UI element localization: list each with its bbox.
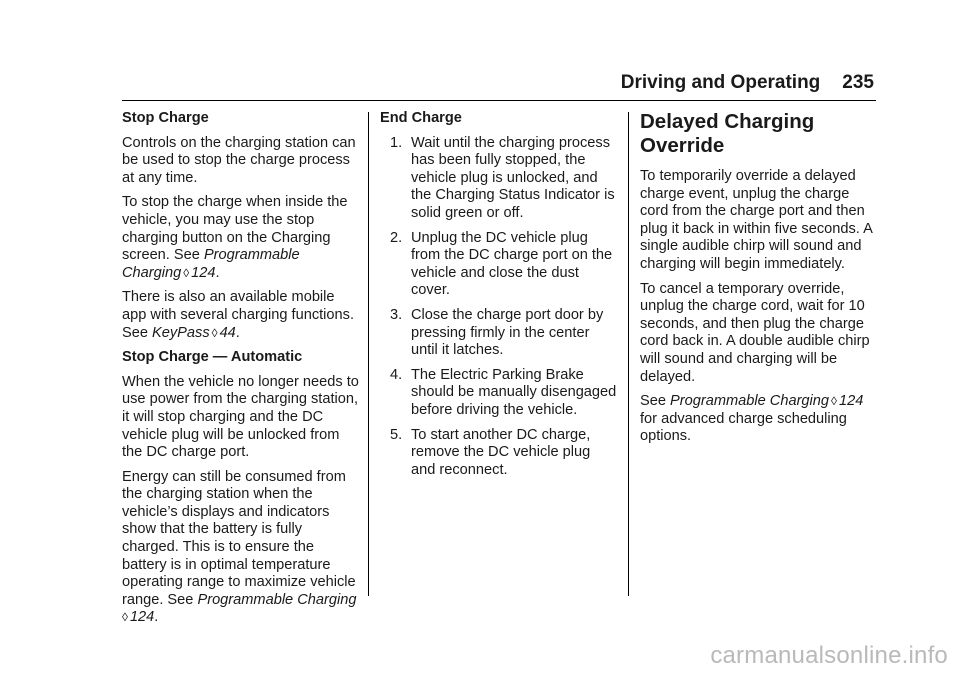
list-item-text: Wait until the charging process has been fully stopped, the vehicle plug is unlocked, and the Charging Status Indicator is solid green or off.: [411, 134, 615, 221]
cross-reference-link[interactable]: KeyPass: [152, 324, 210, 341]
page-header: [0, 72, 874, 94]
watermark: carmanualsonline.info: [710, 642, 948, 669]
cross-reference-link[interactable]: Programmable Charging: [122, 247, 300, 281]
list-number: 2.: [390, 229, 403, 246]
paragraph-text: See: [640, 393, 671, 410]
list-number: 3.: [390, 306, 403, 323]
page-ref-icon: ◊: [211, 325, 218, 340]
list-item: [380, 427, 618, 480]
list-item: [380, 230, 618, 300]
paragraph-text: To stop the charge when inside the vehicle, you may use the stop charging button on the Charging screen. See: [122, 194, 348, 264]
page-number: 235: [842, 72, 874, 93]
paragraph: [640, 393, 876, 446]
subheading-stop-charge: Stop Charge: [122, 110, 209, 126]
column-2: [380, 110, 618, 486]
list-item: [380, 367, 618, 420]
list-item-text: Unplug the DC vehicle plug from the DC charge port on the vehicle and close the dust cover.: [411, 229, 613, 299]
list-item: [380, 307, 618, 360]
paragraph: To temporarily override a delayed charge event, unplug the charge cord from the charge port and then plug it back in within five seconds. A single audible chirp will sound and charging will begin immediately.: [640, 168, 873, 272]
page-ref-number[interactable]: 44: [219, 324, 236, 341]
paragraph-text: for advanced charge scheduling options.: [640, 410, 847, 445]
page-ref-icon: ◊: [183, 265, 190, 280]
numbered-list: [380, 135, 618, 480]
column-divider-1: [368, 112, 369, 596]
column-divider-2: [628, 112, 629, 596]
list-number: 4.: [390, 366, 403, 383]
list-item-text: Close the charge port door by pressing firmly in the center until it latches.: [411, 306, 604, 359]
subheading-end-charge: End Charge: [380, 110, 462, 126]
paragraph-text: There is also an available mobile app with several charging functions. See: [122, 289, 355, 341]
list-item-text: To start another DC charge, remove the DC vehicle plug and reconnect.: [411, 426, 591, 478]
paragraph-text: Energy can still be consumed from the charging station when the vehicle’s displays and indicators show that the battery is fully charged. This is to ensure the battery is in optimal temperature operating range to maximize vehicle range. See: [122, 468, 356, 608]
page-ref-number[interactable]: 124: [838, 393, 864, 410]
subheading-stop-charge-automatic: Stop Charge — Automatic: [122, 349, 303, 366]
paragraph: When the vehicle no longer needs to use power from the charging station, it will stop charging and the DC vehicle plug will be unlocked from the DC charge port.: [122, 373, 359, 461]
column-3: [640, 110, 876, 453]
section-title: Driving and Operating: [620, 72, 821, 93]
list-item-text: The Electric Parking Brake should be manually disengaged before driving the vehicle.: [411, 366, 617, 418]
paragraph: Energy can still be consumed from the charging station when the vehicle’s displays and indicators show that the battery is fully charged. This is to ensure the battery is in optimal temperature operating range to maximize vehicle range. See Programmable Charging ◊ 124.: [122, 468, 357, 626]
page-ref-icon: ◊: [831, 394, 837, 409]
header-divider: [122, 100, 876, 101]
list-item: [380, 135, 618, 223]
section-heading-delayed-charging-override: Delayed Charging Override: [640, 110, 815, 157]
paragraph: To stop the charge when inside the vehicle, you may use the stop charging button on the Charging screen. See Programmable Charging ◊ 124.: [122, 194, 348, 281]
column-1: [122, 110, 360, 634]
list-number: 5.: [390, 426, 403, 443]
paragraph: To cancel a temporary override, unplug the charge cord, wait for 10 seconds, and then plug the charge cord back in. A double audible chirp will sound and charging will be delayed.: [640, 280, 870, 385]
page-ref-icon: ◊: [122, 610, 128, 625]
paragraph: There is also an available mobile app with several charging functions. See KeyPass ◊ 44.: [122, 289, 355, 341]
cross-reference-link[interactable]: Programmable Charging: [670, 393, 830, 410]
cross-reference-link[interactable]: Programmable Charging: [197, 591, 357, 608]
paragraph: Controls on the charging station can be used to stop the charge process at any time.: [122, 134, 356, 186]
page-ref-number[interactable]: 124: [191, 264, 216, 281]
page-ref-number[interactable]: 124: [129, 609, 155, 626]
list-number: 1.: [390, 134, 403, 151]
